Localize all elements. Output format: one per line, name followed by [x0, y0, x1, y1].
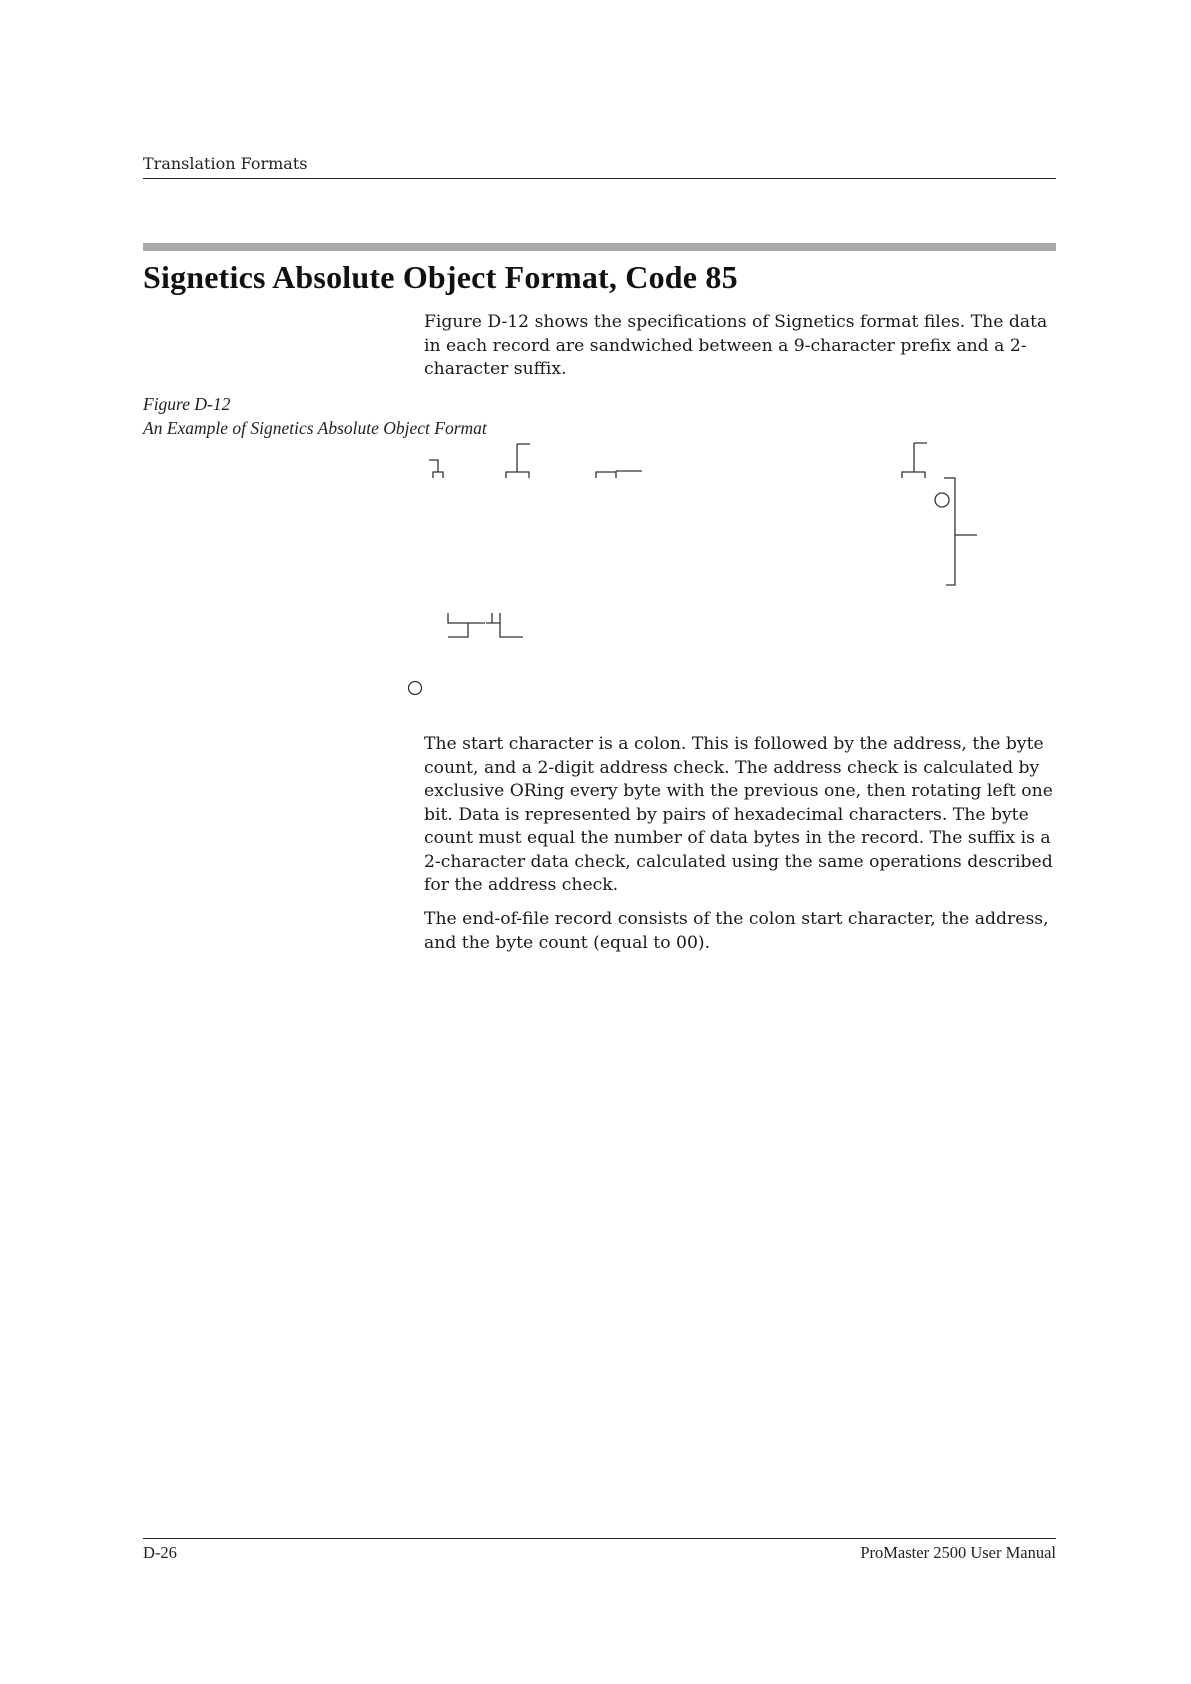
figure-title: An Example of Signetics Absolute Object Format — [143, 417, 487, 438]
running-head: Translation Formats — [143, 154, 308, 173]
section-title: Signetics Absolute Object Format, Code 85 — [143, 259, 738, 295]
manual-title: ProMaster 2500 User Manual — [860, 1543, 1056, 1562]
bracket-record-group — [944, 478, 977, 585]
marker-circle-left — [409, 682, 422, 695]
figure-caption — [143, 393, 487, 440]
bracket-address — [506, 444, 530, 478]
page-number: D-26 — [143, 1543, 177, 1562]
bracket-start-char — [429, 460, 443, 478]
header-rule — [143, 178, 1056, 179]
intro-paragraph: Figure D-12 shows the specifications of Signetics format files. The data in each record are sandwiched between a 9-character prefix and a 2-character suffix. — [424, 312, 1048, 379]
body-paragraph-1: The start character is a colon. This is followed by the address, the byte count, and a 2-digit address check. The address check is calculated by exclusive ORing every byte with the previous one, then rotating left one bit. Data is represented by pairs of hexadecimal characters. The byte count must equal the number of data bytes in the record. The suffix is a 2-character data check, calculated using the same operations described for the address check. — [424, 734, 1053, 895]
figure-number: Figure D-12 — [143, 394, 231, 414]
figure-diagram — [380, 438, 1000, 708]
marker-circle-right — [935, 493, 949, 507]
bracket-data-check — [902, 443, 927, 478]
footer-rule — [143, 1538, 1056, 1539]
section-title-bar — [143, 243, 1056, 251]
bracket-address-check — [448, 613, 523, 637]
body-paragraph-2: The end-of-file record consists of the colon start character, the address, and the byte count (equal to 00). — [424, 909, 1049, 953]
bracket-byte-count — [596, 471, 642, 478]
